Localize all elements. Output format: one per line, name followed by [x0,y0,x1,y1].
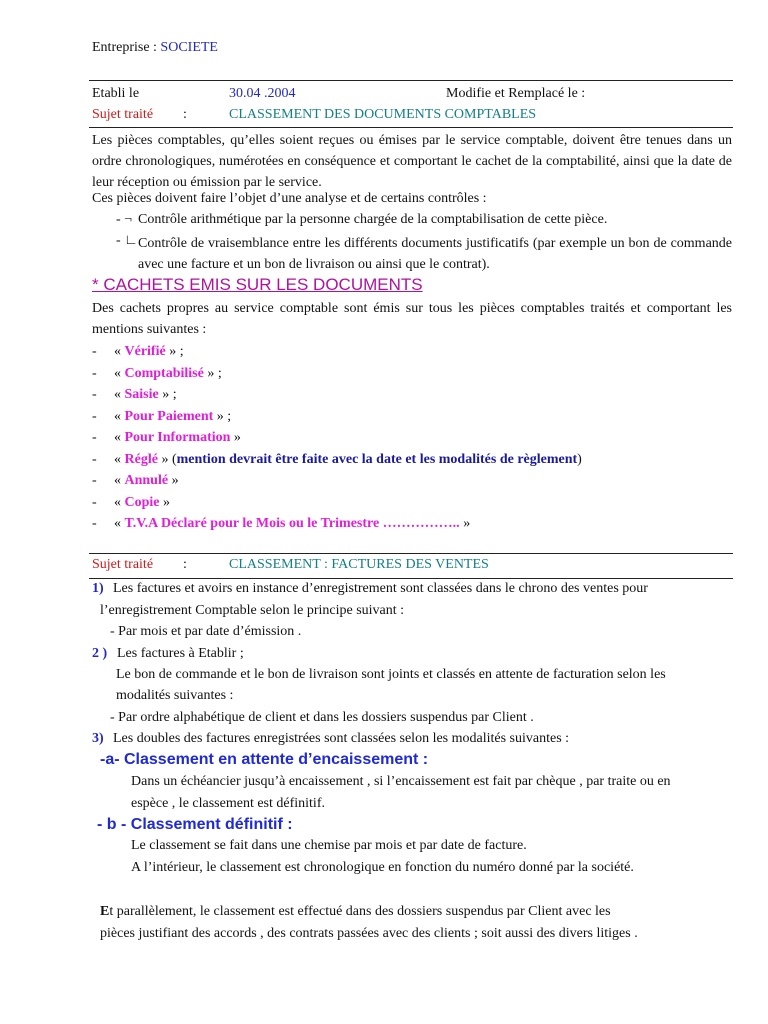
subsection-b-heading: - b - Classement définitif : [97,816,293,833]
cachet-dash: - [92,430,97,445]
etabli-label: Etabli le [92,86,140,101]
item1-line3: - Par mois et par date d’émission . [110,624,302,639]
cachet-item: - « Annulé » [92,470,732,492]
subsection-a-line2: espèce , le classement est définitif. [131,796,325,811]
cachet-item: - « Vérifié » ; [92,341,732,363]
cachet-label: Vérifié [124,344,166,359]
cachet-item: - « Réglé » (mention devrait être faite avec la date et les modalités de règlement) [92,449,732,471]
cachet-label: Copie [124,494,160,510]
cachet-item: - « T.V.A Déclaré pour le Mois ou le Trimestre …………….. » [92,513,732,535]
cachet-note: mention devrait être faite avec la date et les modalités de règlement [176,451,578,467]
cachet-dash: - [92,344,97,359]
item1-number: 1) [92,581,104,596]
company-line [92,40,218,56]
item3-line1: Les doubles des factures enregistrées sont classées selon les modalités suivantes : [113,731,570,746]
cachet-item: - « Pour Paiement » ; [92,406,732,428]
sujet-label: Sujet traité [92,107,154,122]
item1-line2: l’enregistrement Comptable selon le principe suivant : [100,603,405,618]
final-line1-text: t parallèlement, le classement est effectué dans des dossiers suspendus par Client avec les [109,904,611,919]
subsection-a-line1: Dans un échéancier jusqu’à encaissement , si l’encaissement est fait par chèque , par traite ou en [131,774,671,789]
etabli-date: 30.04 .2004 [229,86,296,101]
cachet-dash: - [92,494,97,510]
final-line1 [100,904,611,920]
control-2-mark: - ∟ [116,233,138,248]
item1-line1: Les factures et avoirs en instance d’enregistrement sont classées dans le chrono des ventes pour [113,581,648,596]
sujet-colon: : [183,107,187,122]
cachet-label: Annulé [124,473,169,488]
item2-line2: Le bon de commande et le bon de livraison sont joints et classés en attente de facturation selon les [116,667,666,682]
cachets-list [92,341,732,535]
cachet-label: T.V.A Déclaré pour le Mois ou le Trimestre …………….. [124,516,460,531]
cachet-dash: - [92,451,97,467]
modifie-label: Modifie et Remplacé le : [446,86,586,101]
cachet-label: Pour Information [124,430,231,445]
item2-line1: Les factures à Etablir ; [117,646,244,661]
final-dropcap: E [100,904,110,919]
subsection-b-line1: Le classement se fait dans une chemise par mois et par date de facture. [131,838,527,853]
subsection-a-heading: -a- Classement en attente d’encaissement : [100,751,429,768]
intro-paragraph: Les pièces comptables, qu’elles soient reçues ou émises par le service comptable, doivent être tenues dans un ordre chronologiques, numérotées en conséquence et comportant le cachet de la comptabilité, ainsi que la date de leur réception ou émission par le service. [92,133,732,190]
cachet-label: Comptabilisé [124,365,204,381]
control-1-text: Contrôle arithmétique par la personne chargée de la comptabilisation de cette pièce. [138,212,608,227]
cachet-item: - « Copie » [92,492,732,514]
header-bottom-rule [89,127,733,128]
section2-top-rule [89,553,733,554]
sujet2-colon: : [183,557,187,572]
sujet-value: CLASSEMENT DES DOCUMENTS COMPTABLES [229,107,537,122]
header-top-rule [89,80,733,81]
control-2-text: Contrôle de vraisemblance entre les différents documents justificatifs (par exemple un bon de commande avec une facture et un bon de livraison ou ainsi que le contrat). [138,236,732,272]
cachet-dash: - [92,516,97,531]
cachet-item: - « Comptabilisé » ; [92,363,732,385]
sujet2-label: Sujet traité [92,557,154,572]
control-1-mark: - ¬ [116,212,133,227]
cachet-label: Saisie [124,387,159,402]
cachet-dash: - [92,473,97,488]
item2-line3: modalités suivantes : [116,688,234,703]
cachets-intro: Des cachets propres au service comptable sont émis sur tous les pièces comptables traités et comportant les mentions suivantes : [92,301,732,337]
item3-number: 3) [92,731,104,746]
cachets-heading: * CACHETS EMIS SUR LES DOCUMENTS [92,275,423,294]
subsection-b-line2: A l’intérieur, le classement est chronologique en fonction du numéro donné par la société. [131,860,634,875]
cachet-item: - « Pour Information » [92,427,732,449]
company-value: SOCIETE [160,40,218,55]
cachet-item: - « Saisie » ; [92,384,732,406]
item2-number: 2 ) [92,646,108,661]
sujet2-value: CLASSEMENT : FACTURES DES VENTES [229,557,489,572]
cachet-label: Réglé [124,451,158,467]
company-label: Entreprise : [92,40,161,55]
section2-bottom-rule [89,578,733,579]
cachet-label: Pour Paiement [124,408,214,424]
item2-line4: - Par ordre alphabétique de client et dans les dossiers suspendus par Client . [110,710,534,725]
cachet-dash: - [92,387,97,402]
final-line2: pièces justifiant des accords , des contrats passées avec des clients ; soit aussi des divers litiges . [100,926,638,941]
intro-controls-lead: Ces pièces doivent faire l’objet d’une analyse et de certains contrôles : [92,191,487,206]
cachet-dash: - [92,408,97,424]
cachet-dash: - [92,365,97,381]
